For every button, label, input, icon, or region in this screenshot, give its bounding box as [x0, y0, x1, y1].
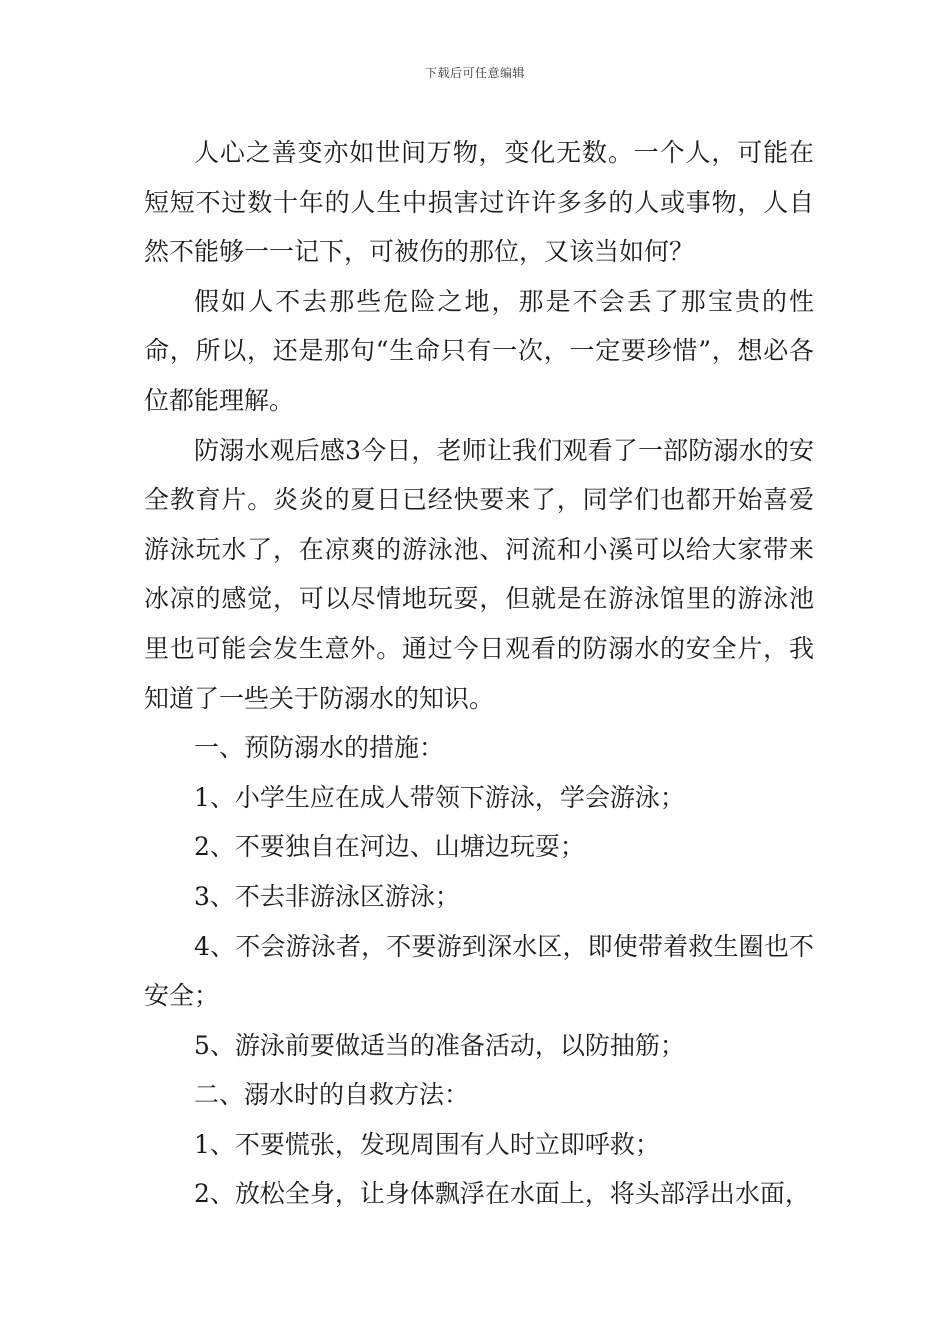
- list-item: 2、不要独自在河边、山塘边玩耍；: [194, 832, 585, 862]
- page-header: 下载后可任意编辑: [424, 66, 525, 80]
- list-item: 1、小学生应在成人带领下游泳，学会游泳；: [194, 782, 685, 812]
- paragraph: 防溺水观后感3今日，老师让我们观看了一部防溺水的安全教育片。炎炎的夏日已经快要来了，同学们也都开始喜爱游泳玩水了，在凉爽的游泳池、河流和小溪可以给大家带来冰凉的感觉，可以尽情地玩耍，但就是在游泳馆里的游泳池里也可能会发生意外。通过今日观看的防溺水的安全片，我知道了一些关于防溺水的知识。: [144, 435, 814, 713]
- list-item: 4、不会游泳者，不要游到深水区，即使带着救生圈也不安全；: [144, 931, 814, 1011]
- section-heading: 二、溺水时的自救方法：: [194, 1080, 470, 1110]
- paragraph: 假如人不去那些危险之地，那是不会丢了那宝贵的性命，所以，还是那句“生命只有一次，一定要珍惜”，想必各位都能理解。: [144, 286, 814, 415]
- list-item: 1、不要慌张，发现周围有人时立即呼救；: [194, 1129, 660, 1159]
- section-heading: 一、预防溺水的措施：: [194, 733, 445, 763]
- list-item: 5、游泳前要做适当的准备活动，以防抽筋；: [194, 1030, 685, 1060]
- document-body: [144, 128, 814, 1219]
- paragraph: 人心之善变亦如世间万物，变化无数。一个人，可能在短短不过数十年的人生中损害过许许多多的人或事物，人自然不能够一一记下，可被伤的那位，又该当如何？: [144, 138, 814, 267]
- list-item: 3、不去非游泳区游泳；: [194, 881, 460, 911]
- list-item: 2、放松全身，让身体飘浮在水面上，将头部浮出水面，: [194, 1179, 810, 1209]
